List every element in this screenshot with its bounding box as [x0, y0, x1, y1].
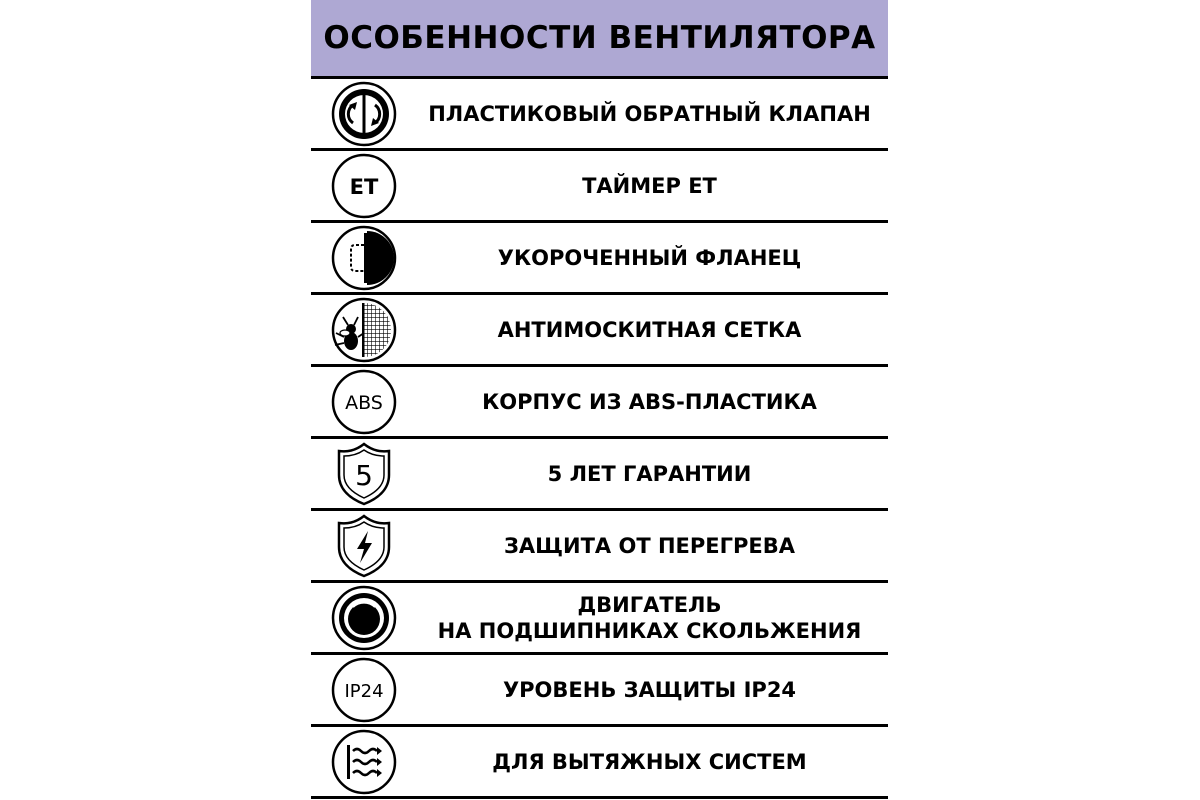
- feature-label-line: ПЛАСТИКОВЫЙ ОБРАТНЫЙ КЛАПАН: [428, 101, 871, 126]
- feature-label-line: ДВИГАТЕЛЬ: [577, 592, 722, 617]
- feature-row: [311, 150, 888, 222]
- warranty-shield-icon-text: 5: [355, 459, 373, 492]
- feature-label: [411, 366, 888, 438]
- feature-label-line: АНТИМОСКИТНАЯ СЕТКА: [497, 317, 802, 342]
- feature-row: [311, 294, 888, 366]
- feature-label-line: ДЛЯ ВЫТЯЖНЫХ СИСТЕМ: [492, 749, 807, 774]
- overheat-protection-icon: [331, 513, 397, 579]
- feature-label-line: УКОРОЧЕННЫЙ ФЛАНЕЦ: [497, 245, 802, 270]
- features-header: [311, 0, 888, 76]
- feature-label: [411, 222, 888, 294]
- row-divider: [311, 796, 888, 799]
- timer-et-icon: [331, 153, 397, 219]
- feature-label: [411, 78, 888, 150]
- feature-row: [311, 78, 888, 150]
- feature-row: [311, 654, 888, 726]
- feature-label-line: КОРПУС ИЗ ABS-ПЛАСТИКА: [482, 389, 817, 414]
- feature-label: [411, 726, 888, 798]
- feature-label-line: НА ПОДШИПНИКАХ СКОЛЬЖЕНИЯ: [437, 619, 862, 643]
- feature-label: [411, 510, 888, 582]
- ip24-icon: [331, 657, 397, 723]
- features-sheet: [311, 0, 888, 800]
- short-flange-icon: [331, 225, 397, 291]
- feature-label-line: 5 ЛЕТ ГАРАНТИИ: [547, 461, 752, 486]
- feature-label-line: ТАЙМЕР ET: [582, 173, 717, 198]
- feature-label: [411, 582, 888, 654]
- feature-label-line: ЗАЩИТА ОТ ПЕРЕГРЕВА: [504, 533, 795, 558]
- warranty-shield-icon: [331, 441, 397, 507]
- features-title: ОСОБЕННОСТИ ВЕНТИЛЯТОРА: [323, 20, 876, 56]
- feature-label-line: УРОВЕНЬ ЗАЩИТЫ IP24: [502, 677, 797, 702]
- abs-plastic-icon: [331, 369, 397, 435]
- check-valve-icon: [331, 81, 397, 147]
- feature-row: [311, 438, 888, 510]
- exhaust-system-icon: [331, 729, 397, 795]
- feature-label: [411, 654, 888, 726]
- ip24-icon-text: IP24: [344, 681, 384, 702]
- feature-row: [311, 726, 888, 798]
- feature-label: [411, 150, 888, 222]
- abs-plastic-icon-text: ABS: [345, 392, 383, 414]
- timer-et-icon-text: ET: [349, 175, 379, 199]
- feature-label: [411, 438, 888, 510]
- feature-row: [311, 366, 888, 438]
- feature-row: [311, 582, 888, 654]
- sleeve-bearing-motor-icon: [331, 585, 397, 651]
- feature-row: [311, 510, 888, 582]
- feature-label: [411, 294, 888, 366]
- feature-row: [311, 222, 888, 294]
- mosquito-net-icon: [331, 297, 397, 363]
